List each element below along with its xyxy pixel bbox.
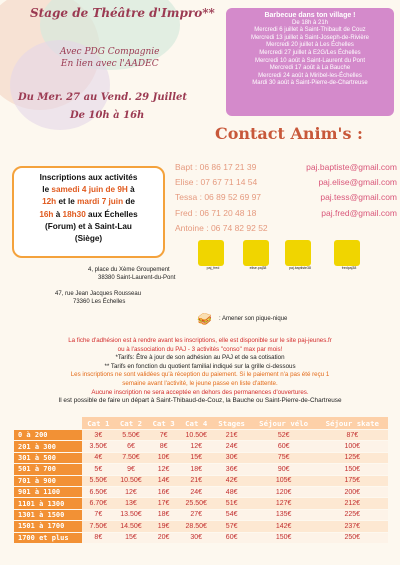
price-cell: 16€	[147, 487, 180, 497]
contact-row: Bapt : 06 86 17 21 39 paj.baptiste@gmail.com	[175, 160, 397, 175]
price-cell: 60€	[251, 441, 317, 451]
price-cell: 250€	[317, 533, 388, 543]
notes-block	[8, 337, 392, 406]
table-row	[14, 510, 388, 520]
price-cell: 225€	[317, 510, 388, 520]
price-cell: 4€	[82, 453, 115, 463]
contact-name: Fred	[175, 207, 193, 218]
table-header-cell: Cat 1	[82, 417, 115, 429]
price-cell: 25.50€	[180, 498, 213, 508]
price-cell: 105€	[251, 476, 317, 486]
table-row	[14, 453, 388, 463]
price-cell: 10.50€	[115, 476, 148, 486]
contact-row: Antoine : 06 74 82 92 52	[175, 222, 268, 233]
note-line: semaine avant l'activité, le jeune passe en liste d'attente.	[122, 379, 278, 387]
snapcode-icon	[285, 240, 311, 266]
snapcode-label: paj_fred	[206, 266, 220, 270]
stage-subtitle	[60, 46, 160, 70]
price-cell: 60€	[213, 533, 251, 543]
price-cell: 27€	[180, 510, 213, 520]
contact-email[interactable]: paj.fred@gmail.com	[321, 207, 397, 218]
note-line: *Tarifs: Être à jour de son adhésion au PAJ et de sa cotisation	[115, 354, 285, 362]
barbecue-line: Mercredi 24 août à Miribel-les-Échelles	[258, 72, 362, 79]
price-cell: 127€	[251, 498, 317, 508]
barbecue-line: Mercredi 10 août à Saint-Laurent du Pont	[254, 57, 366, 64]
price-cell: 75€	[251, 453, 317, 463]
price-cell: 3.50€	[82, 441, 115, 451]
price-cell: 30€	[213, 453, 251, 463]
price-cell: 19€	[147, 521, 180, 531]
contact-phone[interactable]: 06 71 20 48 18	[199, 207, 257, 218]
table-row	[14, 441, 388, 451]
price-cell: 142€	[251, 521, 317, 531]
note-line: ** Tarifs en fonction du quotient familial indiqué sur la grille ci-dessous	[104, 362, 296, 370]
price-cell: 237€	[317, 521, 388, 531]
price-cell: 28.50€	[180, 521, 213, 531]
price-cell: 30€	[180, 533, 213, 543]
barbecue-box	[226, 8, 394, 116]
contact-name: Bapt	[175, 162, 193, 172]
stage-hours: De 10h à 16h	[70, 110, 145, 121]
price-cell: 120€	[251, 487, 317, 497]
barbecue-line: Mercredi 20 juillet à Les Échelles	[266, 42, 354, 49]
contact-name: Antoine	[175, 222, 204, 233]
inscriptions-line: (Siège)	[74, 234, 103, 244]
price-cell: 5.50€	[115, 430, 148, 440]
inscriptions-line: le samedi 4 juin de 9H à	[42, 185, 135, 195]
inscriptions-line: Inscriptions aux activités	[39, 173, 138, 182]
note-line: Il est possible de faire un départ à Saint-Thibaud-de-Couz, la Bauche ou Saint-Pierre-de-Chartreuse	[58, 397, 342, 405]
contact-name: Tessa	[175, 192, 198, 203]
inscriptions-box	[12, 166, 165, 258]
price-cell: 3€	[82, 430, 115, 440]
note-line: La fiche d'adhésion est à rendre avant les inscriptions, elle est disponible sur le site paj-jeunes.fr	[68, 337, 332, 344]
quotient-range-cell: 301 à 500	[14, 453, 82, 463]
contact-row: Elise : 07 67 71 14 54 paj.elise@gmail.com	[175, 175, 397, 190]
snapcode-baptiste	[285, 240, 315, 270]
quotient-range-cell: 1501 à 1700	[14, 521, 82, 531]
table-body	[14, 430, 388, 543]
table-header-row	[14, 417, 388, 429]
quotient-range-cell: 201 à 300	[14, 441, 82, 451]
price-cell: 14.50€	[115, 521, 148, 531]
quotient-range-cell: 1700 et plus	[14, 533, 82, 543]
snapcode-elise	[243, 240, 273, 270]
price-cell: 54€	[213, 510, 251, 520]
price-cell: 57€	[213, 521, 251, 531]
price-cell: 212€	[317, 498, 388, 508]
contact-email[interactable]: paj.elise@gmail.com	[318, 177, 397, 188]
price-cell: 21€	[180, 476, 213, 486]
table-row	[14, 533, 388, 543]
inscriptions-line: (Forum) et à Saint-Lau	[45, 221, 132, 231]
price-cell: 200€	[317, 487, 388, 497]
table-header-cell: Cat 3	[147, 417, 180, 429]
quotient-range-cell: 701 à 900	[14, 476, 82, 486]
price-cell: 15€	[180, 453, 213, 463]
price-cell: 87€	[317, 430, 388, 440]
picnic-note: : Amener son pique-nique	[219, 316, 288, 322]
quotient-range-cell: 1301 à 1500	[14, 510, 82, 520]
price-cell: 15€	[115, 533, 148, 543]
price-cell: 150€	[251, 533, 317, 543]
price-cell: 9€	[115, 464, 148, 474]
barbecue-line: Mercredi 17 août à La Bauche	[269, 65, 351, 72]
snapcode-fredpaj	[334, 240, 364, 270]
price-cell: 52€	[251, 430, 317, 440]
price-cell: 24€	[213, 441, 251, 451]
contact-phone[interactable]: 06 74 82 92 52	[210, 222, 268, 233]
address-les-echelles: 47, rue Jean Jacques Rousseau 73360 Les Échelles	[55, 291, 142, 305]
barbecue-line: Mercredi 27 juillet à E2G/Les Échelles	[259, 49, 361, 56]
price-cell: 150€	[317, 464, 388, 474]
barbecue-line: Mardi 30 août à Saint-Pierre-de-Chartreuse	[252, 80, 368, 87]
table-header-cell: Séjour vélo	[251, 417, 317, 429]
price-cell: 14€	[147, 476, 180, 486]
price-cell: 7.50€	[115, 453, 148, 463]
price-cell: 100€	[317, 441, 388, 451]
price-cell: 6€	[115, 441, 148, 451]
snapcode-label: fredpaj38	[341, 266, 357, 270]
price-cell: 10.50€	[180, 430, 213, 440]
barbecue-line: De 18h à 21h	[291, 19, 329, 26]
snapcode-icon	[334, 240, 360, 266]
price-cell: 24€	[180, 487, 213, 497]
table-header-cell: Cat 4	[180, 417, 213, 429]
quotient-range-cell: 901 à 1100	[14, 487, 82, 497]
price-cell: 7.50€	[82, 521, 115, 531]
price-cell: 12€	[147, 464, 180, 474]
price-cell: 18€	[147, 510, 180, 520]
price-cell: 20€	[147, 533, 180, 543]
barbecue-line: Mercredi 6 juillet à Saint-Thibault de Couz	[254, 27, 366, 34]
tarifs-table	[14, 416, 388, 544]
quotient-range-cell: 0 à 200	[14, 430, 82, 440]
snapcode-fred	[198, 240, 228, 270]
stage-line-1: Avec PDG Compagnie	[60, 47, 160, 57]
snapcode-label: elise.paj38	[249, 266, 267, 270]
contact-list	[175, 160, 397, 236]
contact-row: Tessa : 06 89 52 69 97 paj.tess@gmail.com	[175, 190, 397, 205]
stage-line-2: En lien avec l'AADEC	[60, 59, 159, 69]
snapcode-label: paj.baptiste38	[289, 266, 311, 270]
price-cell: 175€	[317, 476, 388, 486]
price-cell: 51€	[213, 498, 251, 508]
inscriptions-line: 12h et le mardi 7 juin de	[42, 197, 135, 207]
stage-dates: Du Mer. 27 au Vend. 29 Juillet	[18, 92, 188, 103]
price-cell: 10€	[147, 453, 180, 463]
table-header-cell: Séjour skate	[317, 417, 388, 429]
price-cell: 125€	[317, 453, 388, 463]
price-cell: 7€	[82, 510, 115, 520]
price-cell: 6.50€	[82, 487, 115, 497]
price-cell: 21€	[213, 430, 251, 440]
price-cell: 12€	[115, 487, 148, 497]
price-cell: 17€	[147, 498, 180, 508]
quotient-range-cell: 501 à 700	[14, 464, 82, 474]
price-cell: 36€	[213, 464, 251, 474]
table-header-cell: Stages	[213, 417, 251, 429]
snapcode-icon	[243, 240, 269, 266]
price-cell: 6.70€	[82, 498, 115, 508]
contact-name: Elise	[175, 177, 194, 188]
price-cell: 5€	[82, 464, 115, 474]
contact-phone[interactable]: 06 89 52 69 97	[204, 192, 262, 203]
barbecue-line: Mercredi 13 juillet à Saint-Joseph-de-Rivière	[250, 34, 370, 41]
contact-phone[interactable]: 07 67 71 14 54	[200, 177, 258, 188]
contact-email[interactable]: paj.tess@gmail.com	[320, 192, 397, 203]
price-cell: 8€	[147, 441, 180, 451]
stage-title: Stage de Théâtre d'Impro**	[30, 6, 215, 20]
table-row	[14, 498, 388, 508]
price-cell: 135€	[251, 510, 317, 520]
note-line: Les inscriptions ne sont validées qu'à réception du paiement. Si le paiement n'a pas été reçu 1	[70, 371, 330, 379]
table-row	[14, 487, 388, 497]
price-cell: 90€	[251, 464, 317, 474]
table-header-cell: Cat 2	[115, 417, 148, 429]
price-cell: 7€	[147, 430, 180, 440]
table-row	[14, 464, 388, 474]
snapcode-icon	[198, 240, 224, 266]
table-row	[14, 521, 388, 531]
table-row	[14, 430, 388, 440]
price-cell: 5.50€	[82, 476, 115, 486]
price-cell: 12€	[180, 441, 213, 451]
contact-title: Contact Anim's :	[215, 124, 363, 143]
table-header-cell	[14, 417, 82, 429]
quotient-range-cell: 1101 à 1300	[14, 498, 82, 508]
contact-row: Fred : 06 71 20 48 18 paj.fred@gmail.com	[175, 206, 397, 221]
price-cell: 42€	[213, 476, 251, 486]
price-cell: 8€	[82, 533, 115, 543]
table-row	[14, 476, 388, 486]
price-cell: 13€	[115, 498, 148, 508]
note-line: ou à l'association du PAJ - 3 activités "conso" max par mois!	[117, 345, 283, 353]
price-cell: 13.50€	[115, 510, 148, 520]
contact-phone[interactable]: 06 86 17 21 39	[199, 162, 257, 172]
inscriptions-line: 16h à 18h30 aux Échelles	[39, 209, 138, 219]
note-line: Aucune inscription ne sera acceptée en dehors des permanences d'ouvertures.	[91, 388, 309, 396]
contact-email[interactable]: paj.baptiste@gmail.com	[306, 162, 397, 172]
price-cell: 18€	[180, 464, 213, 474]
barbecue-title: Barbecue dans ton village !	[264, 12, 356, 19]
address-saint-laurent: 4, place du Xème Groupement 38380 Saint-Laurent-du-Pont	[88, 267, 176, 281]
price-cell: 48€	[213, 487, 251, 497]
sandwich-icon: 🥪	[197, 312, 212, 326]
